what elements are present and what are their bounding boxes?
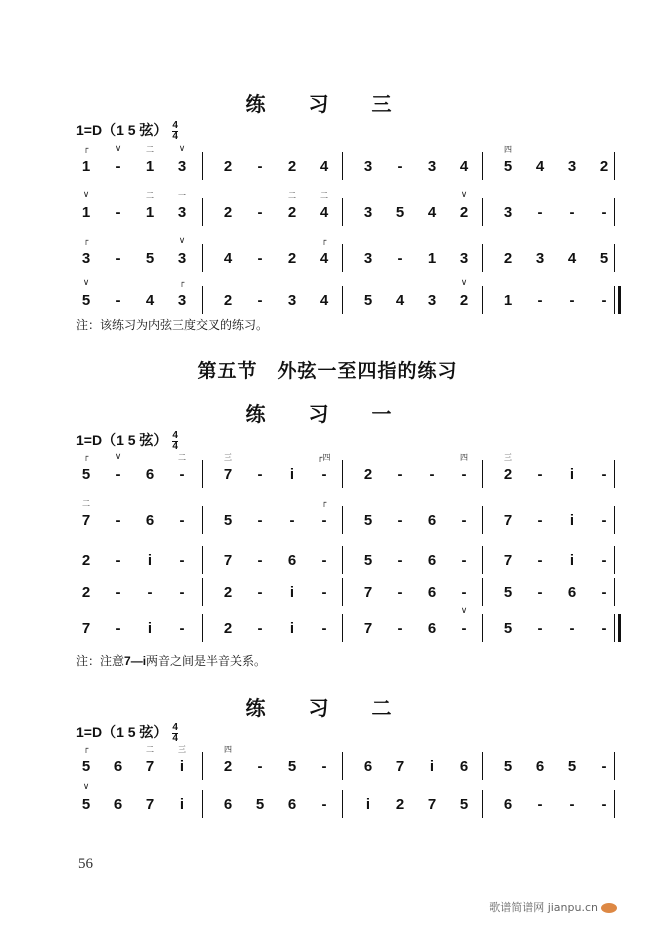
extension-dash: -: [397, 552, 403, 569]
bar-line: [342, 460, 343, 488]
extension-dash: -: [537, 552, 543, 569]
time-signature: $\frac{4}{4}$: [172, 429, 178, 452]
note: 5: [81, 466, 91, 483]
note: 2: [459, 292, 469, 309]
extension-dash: -: [289, 512, 295, 529]
note: 4: [319, 250, 329, 267]
bar-line: [202, 198, 203, 226]
fingering-mark: ∨: [114, 144, 122, 154]
extension-dash: -: [537, 796, 543, 813]
extension-dash: -: [321, 758, 327, 775]
note: 5: [599, 250, 609, 267]
fingering-mark: 一: [178, 191, 186, 200]
note: 3: [81, 250, 91, 267]
note: 2: [503, 250, 513, 267]
extension-dash: -: [461, 620, 467, 637]
note: 4: [395, 292, 405, 309]
extension-dash: -: [115, 552, 121, 569]
exercise1-title: 练 习 一: [245, 402, 410, 426]
note: 7: [427, 796, 437, 813]
note: 2: [223, 620, 233, 637]
note: 6: [287, 796, 297, 813]
fingering-mark: 二: [146, 745, 154, 754]
note: 3: [567, 158, 577, 175]
staff-row: [70, 606, 615, 646]
fingering-mark: ∨: [114, 452, 122, 462]
fingering-mark: ┌: [83, 144, 89, 153]
extension-dash: -: [601, 796, 607, 813]
note: 1: [427, 250, 437, 267]
note: 5: [363, 552, 373, 569]
note: 1: [81, 158, 91, 175]
fingering-mark: ┌: [83, 452, 89, 461]
key-signature: 1=D（1 5 弦）: [76, 432, 168, 448]
extension-dash: -: [115, 512, 121, 529]
extension-dash: -: [179, 466, 185, 483]
bar-line: [482, 578, 483, 606]
fingering-mark: 二: [288, 191, 296, 200]
note: 7: [81, 512, 91, 529]
extension-dash: -: [257, 758, 263, 775]
exercise2-key: [76, 722, 178, 744]
extension-dash: -: [397, 584, 403, 601]
page-number: 56: [78, 856, 93, 872]
note: 3: [363, 158, 373, 175]
bar-line: [482, 198, 483, 226]
note: 5: [363, 292, 373, 309]
fingering-mark: ┌: [83, 236, 89, 245]
staff-row: [70, 570, 615, 610]
bar-line: [482, 506, 483, 534]
extension-dash: -: [601, 204, 607, 221]
extension-dash: -: [461, 512, 467, 529]
extension-dash: -: [397, 158, 403, 175]
note: 2: [223, 292, 233, 309]
note: 2: [459, 204, 469, 221]
note: 1: [145, 204, 155, 221]
extension-dash: -: [537, 204, 543, 221]
bar-line: [202, 460, 203, 488]
extension-dash: -: [115, 250, 121, 267]
note: 5: [567, 758, 577, 775]
note: 6: [363, 758, 373, 775]
note: 2: [81, 584, 91, 601]
bar-line: [614, 286, 615, 314]
staff-row: [70, 744, 615, 784]
extension-dash: -: [257, 250, 263, 267]
exercise1-key: [76, 430, 178, 452]
note: 2: [223, 584, 233, 601]
note: 5: [255, 796, 265, 813]
extension-dash: -: [257, 584, 263, 601]
extension-dash: -: [537, 512, 543, 529]
bar-line: [482, 244, 483, 272]
note: 3: [427, 158, 437, 175]
note: 5: [145, 250, 155, 267]
extension-dash: -: [321, 584, 327, 601]
bar-line: [342, 752, 343, 780]
extension-dash: -: [601, 512, 607, 529]
extension-dash: -: [321, 552, 327, 569]
note: i: [179, 758, 185, 775]
note: 2: [223, 758, 233, 775]
note: 5: [363, 512, 373, 529]
extension-dash: -: [397, 512, 403, 529]
note: 2: [599, 158, 609, 175]
extension-dash: -: [601, 552, 607, 569]
extension-dash: -: [601, 620, 607, 637]
note: 4: [319, 158, 329, 175]
note: 5: [81, 796, 91, 813]
staff-row: [70, 452, 615, 492]
bar-line: [482, 460, 483, 488]
note: 2: [287, 250, 297, 267]
note: i: [289, 584, 295, 601]
extension-dash: -: [179, 584, 185, 601]
extension-dash: -: [569, 204, 575, 221]
note: 5: [81, 758, 91, 775]
bar-line: [482, 286, 483, 314]
note: 3: [177, 250, 187, 267]
note: 2: [223, 204, 233, 221]
extension-dash: -: [321, 620, 327, 637]
bar-line: [482, 790, 483, 818]
bar-line: [342, 614, 343, 642]
note: 6: [223, 796, 233, 813]
bar-line: [202, 286, 203, 314]
note: 3: [427, 292, 437, 309]
extension-dash: -: [569, 292, 575, 309]
fingering-mark: ∨: [82, 190, 90, 200]
note: 5: [81, 292, 91, 309]
bar-line: [202, 244, 203, 272]
note: 6: [459, 758, 469, 775]
extension-dash: -: [115, 466, 121, 483]
note: 2: [395, 796, 405, 813]
bar-line: [342, 244, 343, 272]
note: 2: [223, 158, 233, 175]
note: 6: [427, 552, 437, 569]
bar-line: [482, 614, 483, 642]
fingering-mark: 四: [224, 745, 232, 754]
fingering-mark: 二: [178, 453, 186, 462]
note: i: [429, 758, 435, 775]
extension-dash: -: [179, 620, 185, 637]
fingering-mark: ┌: [83, 744, 89, 753]
extension-dash: -: [429, 466, 435, 483]
note: 6: [427, 512, 437, 529]
watermark: 歌谱简谱网 jianpu.cn: [489, 899, 617, 915]
note: i: [289, 466, 295, 483]
fingering-mark: 二: [320, 191, 328, 200]
extension-dash: -: [397, 250, 403, 267]
extension-dash: -: [537, 620, 543, 637]
extension-dash: -: [321, 512, 327, 529]
note: 7: [363, 584, 373, 601]
fingering-mark: 三: [224, 453, 232, 462]
bar-line: [342, 790, 343, 818]
bar-line: [614, 460, 615, 488]
bar-line: [614, 152, 615, 180]
note: 2: [81, 552, 91, 569]
note: 5: [459, 796, 469, 813]
note: 2: [503, 466, 513, 483]
fingering-mark: ┌: [321, 236, 327, 245]
note: 1: [503, 292, 513, 309]
note: 6: [145, 466, 155, 483]
note: 6: [503, 796, 513, 813]
fingering-mark: 四: [460, 453, 468, 462]
extension-dash: -: [601, 758, 607, 775]
bar-line: [342, 506, 343, 534]
bar-line: [614, 578, 615, 606]
extension-dash: -: [257, 292, 263, 309]
extension-dash: -: [461, 466, 467, 483]
fingering-mark: ∨: [82, 782, 90, 792]
extension-dash: -: [257, 204, 263, 221]
extension-dash: -: [397, 466, 403, 483]
fingering-mark: 三: [178, 745, 186, 754]
fingering-mark: ∨: [460, 278, 468, 288]
note: 7: [395, 758, 405, 775]
bar-line: [614, 198, 615, 226]
final-bar-line: [618, 614, 621, 642]
extension-dash: -: [537, 584, 543, 601]
extension-dash: -: [115, 292, 121, 309]
note: 3: [287, 292, 297, 309]
note: 6: [427, 620, 437, 637]
extension-dash: -: [461, 584, 467, 601]
note: i: [365, 796, 371, 813]
note: 5: [503, 758, 513, 775]
fingering-mark: 三: [504, 453, 512, 462]
note: 3: [363, 250, 373, 267]
bar-line: [342, 286, 343, 314]
extension-dash: -: [115, 158, 121, 175]
fingering-mark: ∨: [82, 278, 90, 288]
note: i: [179, 796, 185, 813]
note: 7: [363, 620, 373, 637]
staff-row: [70, 236, 615, 276]
note: 5: [503, 620, 513, 637]
note: 6: [113, 758, 123, 775]
note: 7: [145, 758, 155, 775]
extension-dash: -: [321, 796, 327, 813]
fingering-mark: ∨: [178, 236, 186, 246]
staff-row: [70, 782, 615, 822]
staff-row: [70, 278, 615, 318]
exercise3-key: [76, 120, 178, 142]
extension-dash: -: [537, 466, 543, 483]
extension-dash: -: [257, 466, 263, 483]
extension-dash: -: [569, 620, 575, 637]
exercise1-note: 注：注意7—i两音之间是半音关系。: [76, 654, 267, 668]
section-title: 第五节 外弦一至四指的练习: [197, 360, 458, 382]
bar-line: [342, 152, 343, 180]
staff-row: [70, 144, 615, 184]
bar-line: [614, 244, 615, 272]
note: 4: [145, 292, 155, 309]
note: 2: [363, 466, 373, 483]
extension-dash: -: [461, 552, 467, 569]
note: 4: [319, 292, 329, 309]
note: 3: [459, 250, 469, 267]
exercise2-title: 练 习 二: [245, 696, 410, 720]
note: 6: [567, 584, 577, 601]
fingering-mark: 四: [504, 145, 512, 154]
note: 4: [567, 250, 577, 267]
extension-dash: -: [257, 512, 263, 529]
note: i: [569, 512, 575, 529]
bar-line: [614, 752, 615, 780]
note: 4: [319, 204, 329, 221]
bar-line: [202, 752, 203, 780]
time-signature: $\frac{4}{4}$: [172, 721, 178, 744]
bar-line: [342, 198, 343, 226]
note: 1: [145, 158, 155, 175]
extension-dash: -: [179, 512, 185, 529]
extension-dash: -: [321, 466, 327, 483]
note: 5: [503, 158, 513, 175]
bar-line: [202, 790, 203, 818]
note: 7: [503, 512, 513, 529]
bar-line: [202, 506, 203, 534]
note: 4: [459, 158, 469, 175]
note: 7: [223, 466, 233, 483]
exercise3-note: 注：该练习为内弦三度交叉的练习。: [76, 318, 269, 332]
note: i: [569, 466, 575, 483]
note: i: [147, 552, 153, 569]
bar-line: [614, 790, 615, 818]
exercise3-title: 练 习 三: [245, 92, 410, 116]
extension-dash: -: [257, 552, 263, 569]
note: 3: [177, 292, 187, 309]
note: i: [289, 620, 295, 637]
final-bar-line: [618, 286, 621, 314]
extension-dash: -: [397, 620, 403, 637]
extension-dash: -: [601, 584, 607, 601]
extension-dash: -: [257, 158, 263, 175]
bar-line: [614, 614, 615, 642]
note: 3: [177, 158, 187, 175]
bar-line: [482, 152, 483, 180]
note: 1: [81, 204, 91, 221]
extension-dash: -: [569, 796, 575, 813]
bar-line: [202, 614, 203, 642]
key-signature: 1=D（1 5 弦）: [76, 724, 168, 740]
fingering-mark: ┌: [321, 498, 327, 507]
note: 5: [395, 204, 405, 221]
bar-line: [482, 752, 483, 780]
note: 3: [535, 250, 545, 267]
note: 7: [145, 796, 155, 813]
watermark-logo-icon: [601, 903, 617, 913]
note: 4: [223, 250, 233, 267]
note: i: [147, 620, 153, 637]
fingering-mark: 二: [82, 499, 90, 508]
staff-row: [70, 190, 615, 230]
fingering-mark: 二: [146, 191, 154, 200]
note: 6: [427, 584, 437, 601]
note: 7: [503, 552, 513, 569]
bar-line: [202, 578, 203, 606]
extension-dash: -: [115, 204, 121, 221]
extension-dash: -: [257, 620, 263, 637]
bar-line: [614, 506, 615, 534]
time-signature: $\frac{4}{4}$: [172, 119, 178, 142]
note: 6: [145, 512, 155, 529]
fingering-mark: ∨: [178, 144, 186, 154]
note: 4: [535, 158, 545, 175]
fingering-mark: ┌四: [317, 453, 331, 462]
note: 5: [223, 512, 233, 529]
fingering-mark: ∨: [460, 190, 468, 200]
extension-dash: -: [147, 584, 153, 601]
note: 2: [287, 204, 297, 221]
fingering-mark: ∨: [460, 606, 468, 616]
note: 4: [427, 204, 437, 221]
extension-dash: -: [537, 292, 543, 309]
extension-dash: -: [601, 466, 607, 483]
note: 7: [223, 552, 233, 569]
note: 3: [177, 204, 187, 221]
note: 6: [113, 796, 123, 813]
note: 3: [363, 204, 373, 221]
note: i: [569, 552, 575, 569]
bar-line: [202, 152, 203, 180]
fingering-mark: 二: [146, 145, 154, 154]
note: 5: [287, 758, 297, 775]
extension-dash: -: [115, 620, 121, 637]
note: 3: [503, 204, 513, 221]
note: 6: [535, 758, 545, 775]
extension-dash: -: [115, 584, 121, 601]
note: 5: [503, 584, 513, 601]
key-signature: 1=D（1 5 弦）: [76, 122, 168, 138]
fingering-mark: ┌: [179, 278, 185, 287]
staff-row: [70, 498, 615, 538]
bar-line: [342, 578, 343, 606]
extension-dash: -: [601, 292, 607, 309]
extension-dash: -: [179, 552, 185, 569]
note: 2: [287, 158, 297, 175]
note: 6: [287, 552, 297, 569]
note: 7: [81, 620, 91, 637]
